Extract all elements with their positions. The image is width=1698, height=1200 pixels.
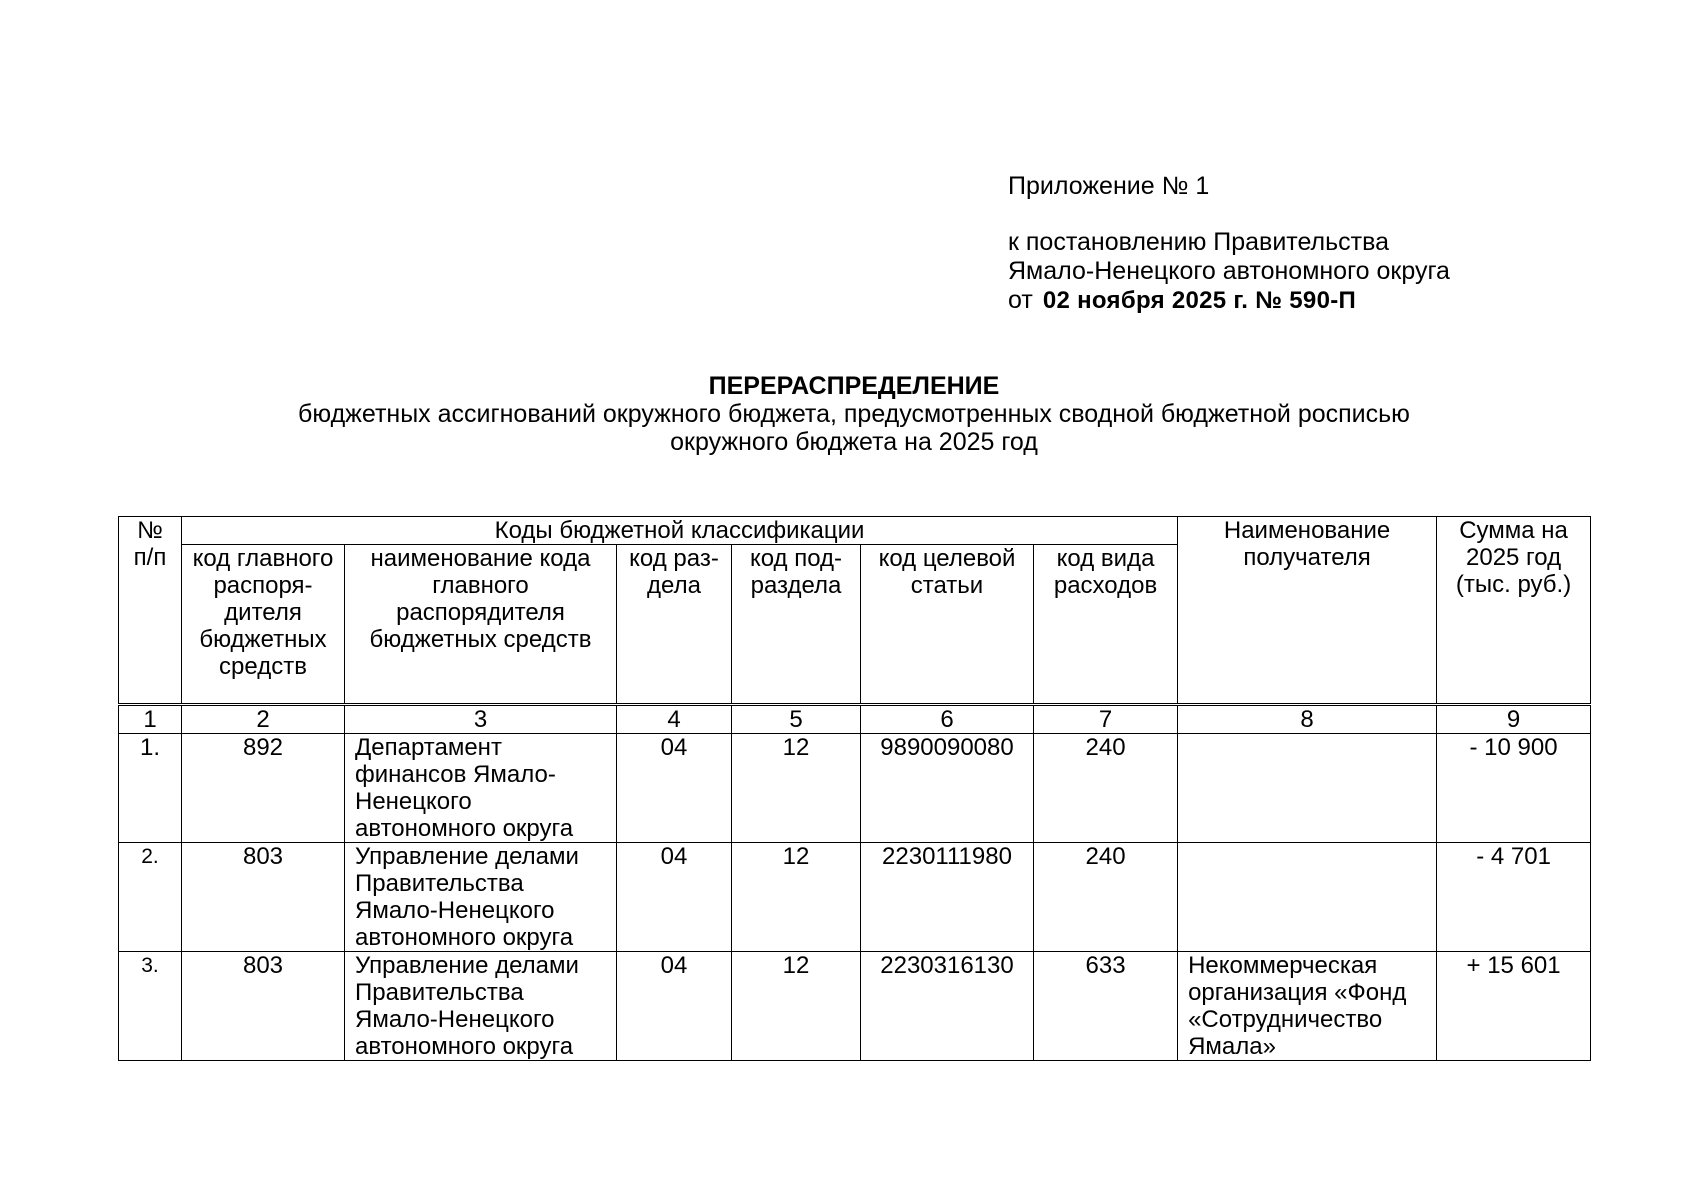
row-num: 3. bbox=[119, 952, 182, 1061]
annex-number: Приложение № 1 bbox=[1008, 172, 1210, 200]
column-number: 6 bbox=[861, 705, 1034, 734]
document-subtitle-2: окружного бюджета на 2025 год bbox=[670, 428, 1038, 456]
column-number: 3 bbox=[345, 705, 617, 734]
row-grbs-code: 803 bbox=[182, 952, 345, 1061]
row-section: 04 bbox=[617, 843, 732, 952]
row-num: 2. bbox=[119, 843, 182, 952]
header-recipient: Наименование получателя bbox=[1178, 517, 1437, 705]
header-subsection: код под-раздела bbox=[732, 545, 861, 705]
column-number: 4 bbox=[617, 705, 732, 734]
row-target: 2230316130 bbox=[861, 952, 1034, 1061]
table-row bbox=[119, 952, 1591, 1061]
column-number: 2 bbox=[182, 705, 345, 734]
header-section: код раз-дела bbox=[617, 545, 732, 705]
row-grbs-code: 803 bbox=[182, 843, 345, 952]
row-recipient: Некоммерческая организация «Фонд «Сотрудничество Ямала» bbox=[1178, 952, 1437, 1061]
date-stamp: 02 ноября 2025 г. № 590-П bbox=[1042, 287, 1357, 314]
table-row bbox=[119, 734, 1591, 843]
row-sum: - 10 900 bbox=[1437, 734, 1591, 843]
document-title-block bbox=[120, 372, 1588, 456]
annex-region-line: Ямало-Ненецкого автономного округа bbox=[1008, 257, 1450, 285]
header-grbs-name: наименование кода главного распорядителя бюджетных средств bbox=[345, 545, 617, 705]
row-grbs-name: Управление делами Правительства Ямало-Ненецкого автономного округа bbox=[345, 843, 617, 952]
header-grbs-code: код главного распоря-дителя бюджетных средств bbox=[182, 545, 345, 705]
column-number: 8 bbox=[1178, 705, 1437, 734]
row-expense-type: 240 bbox=[1034, 734, 1178, 843]
annex-date-line bbox=[1008, 286, 1450, 315]
row-num: 1. bbox=[119, 734, 182, 843]
row-expense-type: 633 bbox=[1034, 952, 1178, 1061]
row-subsection: 12 bbox=[732, 843, 861, 952]
row-target: 2230111980 bbox=[861, 843, 1034, 952]
row-sum: + 15 601 bbox=[1437, 952, 1591, 1061]
annex-header bbox=[1008, 172, 1450, 315]
document-title: ПЕРЕРАСПРЕДЕЛЕНИЕ bbox=[708, 372, 1000, 400]
row-grbs-name: Управление делами Правительства Ямало-Ненецкого автономного округа bbox=[345, 952, 617, 1061]
header-expense-type: код вида расходов bbox=[1034, 545, 1178, 705]
header-target: код целевой статьи bbox=[861, 545, 1034, 705]
row-section: 04 bbox=[617, 734, 732, 843]
row-section: 04 bbox=[617, 952, 732, 1061]
header-codes-group: Коды бюджетной классификации bbox=[182, 517, 1178, 545]
table-row bbox=[119, 843, 1591, 952]
column-number: 7 bbox=[1034, 705, 1178, 734]
column-numbers-row bbox=[119, 705, 1591, 734]
row-expense-type: 240 bbox=[1034, 843, 1178, 952]
row-subsection: 12 bbox=[732, 734, 861, 843]
column-number: 1 bbox=[119, 705, 182, 734]
document-subtitle-1: бюджетных ассигнований окружного бюджета, предусмотренных сводной бюджетной росписью bbox=[298, 400, 1410, 428]
row-recipient bbox=[1178, 843, 1437, 952]
row-subsection: 12 bbox=[732, 952, 861, 1061]
column-number: 5 bbox=[732, 705, 861, 734]
header-num: № п/п bbox=[119, 517, 182, 705]
row-target: 9890090080 bbox=[861, 734, 1034, 843]
redistribution-table bbox=[118, 516, 1591, 1061]
row-recipient bbox=[1178, 734, 1437, 843]
header-sum: Сумма на 2025 год (тыс. руб.) bbox=[1437, 517, 1591, 705]
row-grbs-name: Департамент финансов Ямало-Ненецкого автономного округа bbox=[345, 734, 617, 843]
date-prefix: от bbox=[1008, 286, 1033, 314]
column-number: 9 bbox=[1437, 705, 1591, 734]
row-sum: - 4 701 bbox=[1437, 843, 1591, 952]
row-grbs-code: 892 bbox=[182, 734, 345, 843]
annex-decree-line: к постановлению Правительства bbox=[1008, 228, 1390, 256]
